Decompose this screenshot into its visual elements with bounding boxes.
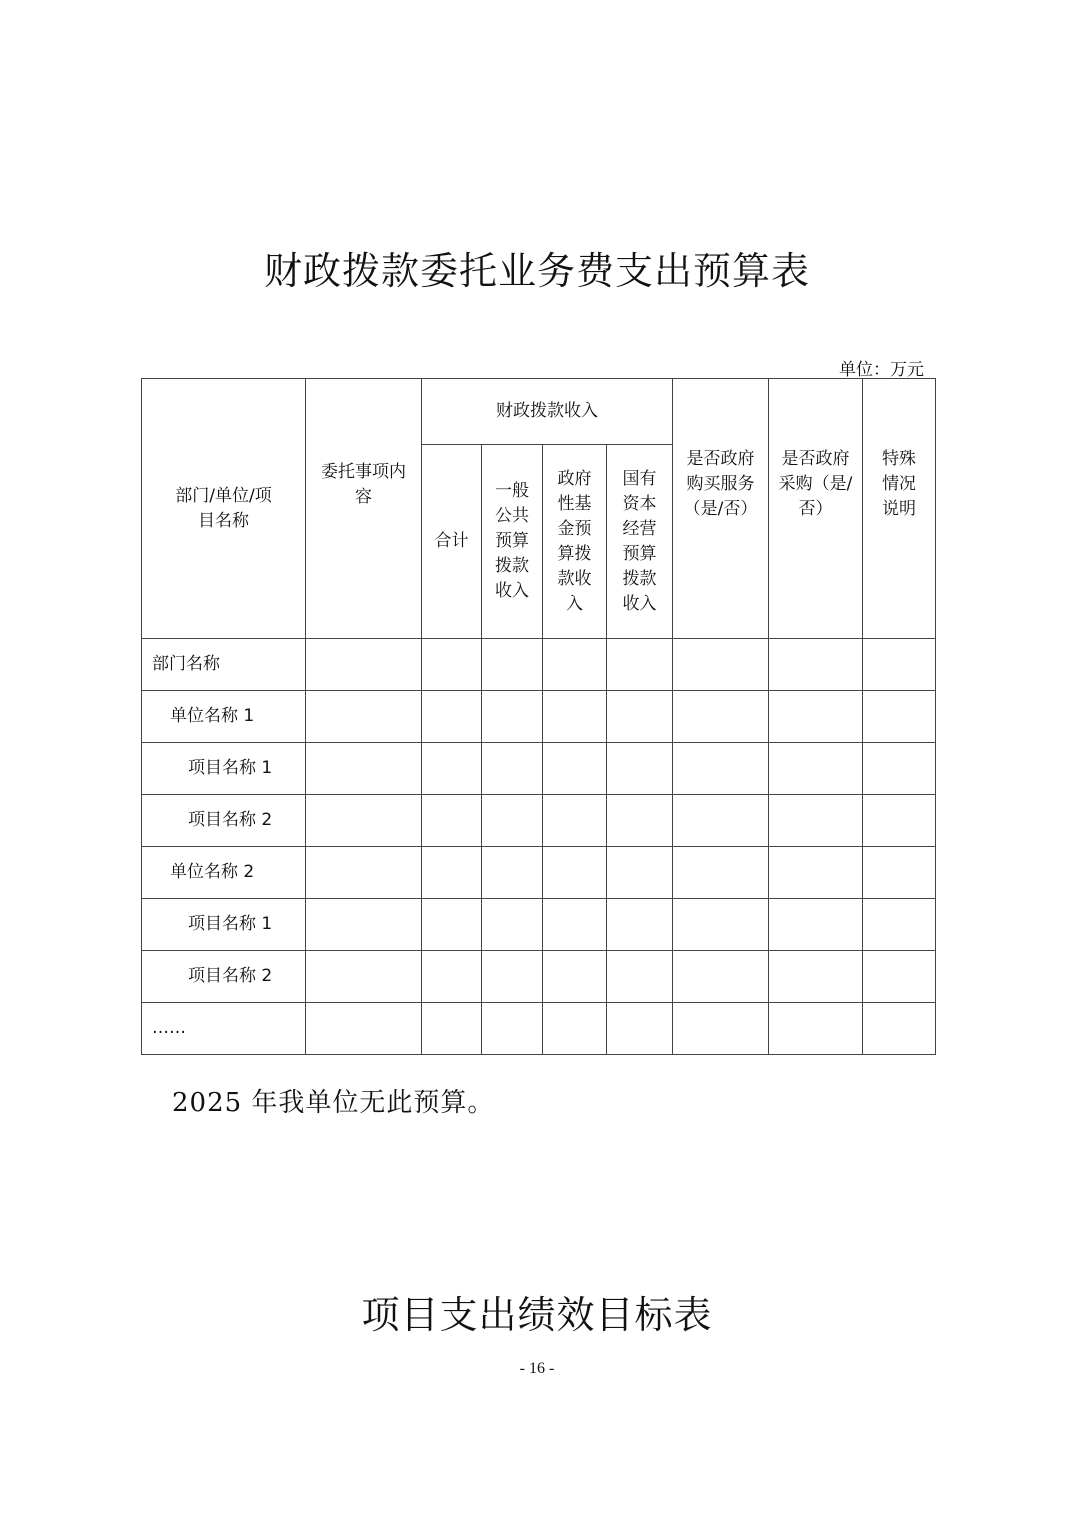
header-dept-text: 部门/单位/项目名称 <box>175 485 272 531</box>
cell <box>306 1003 422 1055</box>
row-name: 项目名称 2 <box>142 951 306 1003</box>
cell <box>306 951 422 1003</box>
cell <box>306 639 422 691</box>
header-state <box>607 445 673 639</box>
cell <box>769 1003 863 1055</box>
cell <box>673 1003 769 1055</box>
cell <box>769 899 863 951</box>
cell <box>543 795 607 847</box>
header-content <box>306 379 422 639</box>
cell <box>673 743 769 795</box>
cell <box>482 795 543 847</box>
cell <box>543 639 607 691</box>
cell <box>543 951 607 1003</box>
header-special <box>863 379 936 639</box>
cell <box>673 951 769 1003</box>
table-row <box>142 899 936 951</box>
row-name: 项目名称 1 <box>142 743 306 795</box>
cell <box>543 743 607 795</box>
header-gov-service-text: 是否政府购买服务（是/否） <box>683 449 758 519</box>
cell <box>607 691 673 743</box>
budget-note: 2025 年我单位无此预算。 <box>172 1088 495 1118</box>
header-special-text: 特殊情况说明 <box>882 449 916 519</box>
cell <box>863 795 936 847</box>
unit-label: 单位：万元 <box>839 360 924 380</box>
cell <box>422 1003 482 1055</box>
cell <box>482 847 543 899</box>
cell <box>607 1003 673 1055</box>
budget-table <box>141 378 936 1055</box>
cell <box>306 847 422 899</box>
cell <box>673 691 769 743</box>
table-row <box>142 795 936 847</box>
cell <box>607 847 673 899</box>
cell <box>422 639 482 691</box>
table-row <box>142 1003 936 1055</box>
header-fund <box>543 445 607 639</box>
cell <box>306 795 422 847</box>
header-fiscal-income: 财政拨款收入 <box>422 379 673 445</box>
table-row <box>142 847 936 899</box>
cell <box>607 795 673 847</box>
page-title: 财政拨款委托业务费支出预算表 <box>263 249 810 293</box>
cell <box>863 951 936 1003</box>
header-dept <box>142 379 306 639</box>
table-row <box>142 951 936 1003</box>
cell <box>863 691 936 743</box>
cell <box>306 743 422 795</box>
cell <box>422 691 482 743</box>
cell <box>607 743 673 795</box>
cell <box>863 639 936 691</box>
cell <box>607 639 673 691</box>
row-name: 项目名称 2 <box>142 795 306 847</box>
cell <box>543 1003 607 1055</box>
header-content-text: 委托事项内容 <box>321 461 406 507</box>
page-number: - 16 - <box>519 1360 555 1377</box>
cell <box>422 847 482 899</box>
cell <box>543 899 607 951</box>
cell <box>769 743 863 795</box>
cell <box>607 951 673 1003</box>
row-name: 单位名称 2 <box>142 847 306 899</box>
cell <box>543 691 607 743</box>
row-name: 单位名称 1 <box>142 691 306 743</box>
cell <box>482 951 543 1003</box>
cell <box>607 899 673 951</box>
cell <box>863 743 936 795</box>
header-gov-procure-text: 是否政府采购（是/否） <box>778 449 853 519</box>
cell <box>482 1003 543 1055</box>
header-general-text: 一般公共预算拨款收入 <box>495 481 529 601</box>
cell <box>482 899 543 951</box>
cell <box>482 691 543 743</box>
cell <box>769 691 863 743</box>
cell <box>863 847 936 899</box>
cell <box>422 951 482 1003</box>
cell <box>673 847 769 899</box>
header-total: 合计 <box>422 445 482 639</box>
cell <box>673 639 769 691</box>
cell <box>306 691 422 743</box>
cell <box>482 743 543 795</box>
cell <box>863 1003 936 1055</box>
cell <box>422 899 482 951</box>
table-row <box>142 743 936 795</box>
table-row <box>142 691 936 743</box>
table-row <box>142 639 936 691</box>
cell <box>769 951 863 1003</box>
header-fund-text: 政府性基金预算拨款收入 <box>557 468 592 614</box>
row-name: 项目名称 1 <box>142 899 306 951</box>
cell <box>769 639 863 691</box>
cell <box>673 899 769 951</box>
cell <box>422 743 482 795</box>
cell <box>863 899 936 951</box>
cell <box>673 795 769 847</box>
cell <box>482 639 543 691</box>
cell <box>769 795 863 847</box>
header-gov-service <box>673 379 769 639</box>
cell <box>769 847 863 899</box>
next-section-title: 项目支出绩效目标表 <box>361 1293 713 1337</box>
header-general <box>482 445 543 639</box>
row-name: 部门名称 <box>142 639 306 691</box>
cell <box>306 899 422 951</box>
row-name: …… <box>142 1003 306 1055</box>
cell <box>543 847 607 899</box>
header-gov-procure <box>769 379 863 639</box>
header-state-text: 国有资本经营预算拨款收入 <box>622 468 657 614</box>
cell <box>422 795 482 847</box>
